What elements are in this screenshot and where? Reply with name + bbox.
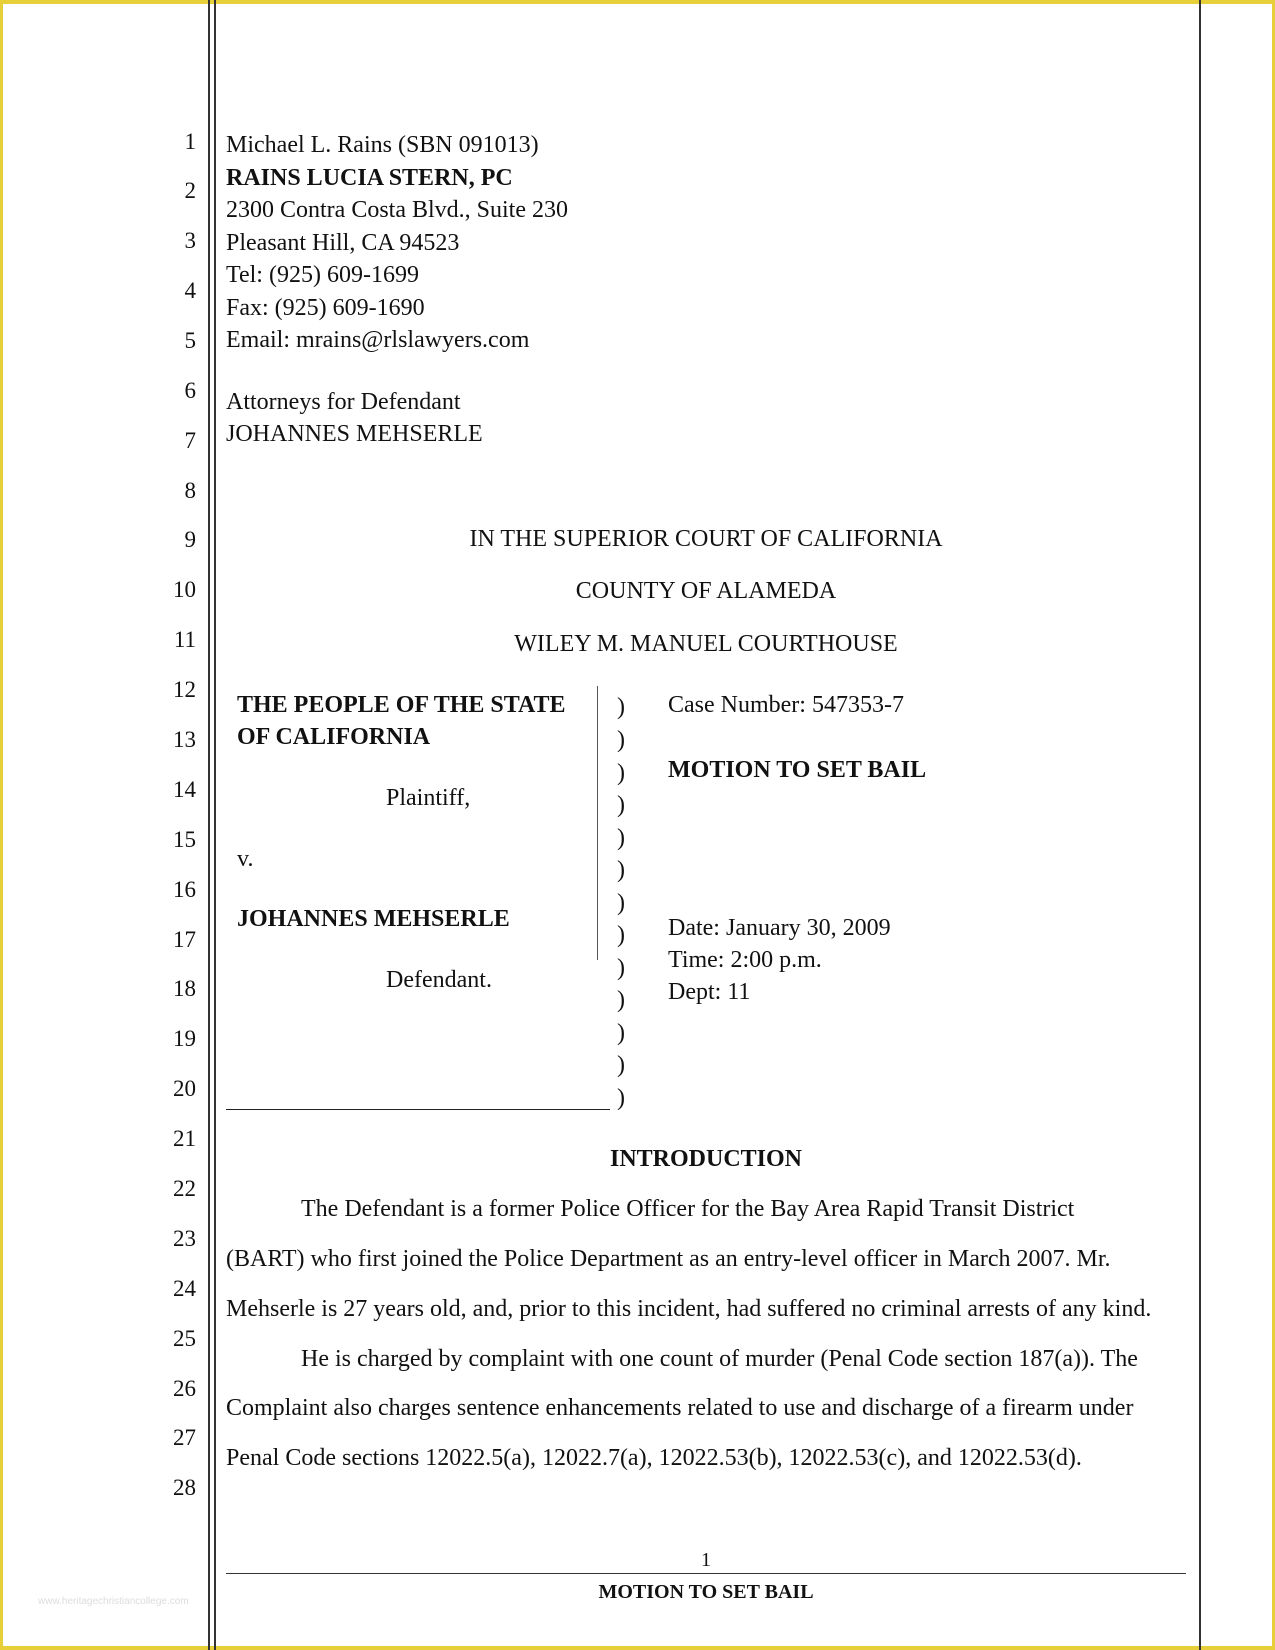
line-number: 25 <box>173 1326 196 1351</box>
document-title: MOTION TO SET BAIL <box>668 757 927 783</box>
section-heading: INTRODUCTION <box>609 1146 803 1172</box>
line-number: 2 <box>184 178 196 203</box>
line-number: 1 <box>184 129 196 154</box>
line-number: 24 <box>173 1276 196 1301</box>
line-number: 21 <box>173 1126 196 1151</box>
line-number: 26 <box>173 1376 196 1401</box>
caption-paren: ) <box>617 694 625 720</box>
courthouse-name: WILEY M. MANUEL COURTHOUSE <box>514 631 898 657</box>
line-number: 15 <box>173 827 196 852</box>
plaintiff-name-line-1: THE PEOPLE OF THE STATE <box>237 692 566 718</box>
line-number: 28 <box>173 1475 196 1500</box>
caption-paren: ) <box>617 1085 625 1111</box>
right-margin-rule <box>1199 0 1201 1650</box>
body-text-line: Mehserle is 27 years old, and, prior to this incident, had suffered no criminal arrests of any kind. <box>226 1296 1152 1322</box>
line-number: 17 <box>173 927 196 952</box>
telephone: Tel: (925) 609-1699 <box>226 262 419 288</box>
caption-paren: ) <box>617 857 625 883</box>
line-number: 13 <box>173 727 196 752</box>
footer-rule <box>226 1573 1186 1574</box>
caption-divider <box>597 686 598 960</box>
line-number: 4 <box>184 278 196 303</box>
hearing-dept: Dept: 11 <box>668 979 751 1005</box>
body-text-line: Complaint also charges sentence enhancements related to use and discharge of a firearm under <box>226 1395 1134 1421</box>
line-number: 7 <box>184 428 196 453</box>
defendant-label: Defendant. <box>386 967 492 993</box>
line-number: 9 <box>184 527 196 552</box>
page-border-top <box>0 0 1275 4</box>
left-margin-rule-inner <box>214 0 216 1650</box>
line-number: 20 <box>173 1076 196 1101</box>
address-line-1: 2300 Contra Costa Blvd., Suite 230 <box>226 197 568 223</box>
page-border-left <box>0 0 3 1650</box>
line-number: 11 <box>173 627 196 652</box>
page-number: 1 <box>701 1549 711 1571</box>
plaintiff-label: Plaintiff, <box>386 785 471 811</box>
line-number: 3 <box>184 228 196 253</box>
watermark: www.heritagechristiancollege.com <box>38 1596 189 1607</box>
email: Email: mrains@rlslawyers.com <box>226 327 530 353</box>
line-number: 16 <box>173 877 196 902</box>
firm-name: RAINS LUCIA STERN, PC <box>226 165 513 191</box>
caption-paren: ) <box>617 760 625 786</box>
line-number: 23 <box>173 1226 196 1251</box>
attorney-name: Michael L. Rains (SBN 091013) <box>226 132 539 158</box>
hearing-date: Date: January 30, 2009 <box>668 915 891 941</box>
caption-paren: ) <box>617 1052 625 1078</box>
line-number: 22 <box>173 1176 196 1201</box>
caption-paren: ) <box>617 890 625 916</box>
represented-party: JOHANNES MEHSERLE <box>226 421 483 447</box>
fax: Fax: (925) 609-1690 <box>226 295 425 321</box>
line-number: 18 <box>173 976 196 1001</box>
caption-paren: ) <box>617 727 625 753</box>
body-text-line: (BART) who first joined the Police Department as an entry-level officer in March 2007. Mr. <box>226 1246 1111 1272</box>
versus: v. <box>237 846 254 872</box>
line-number: 10 <box>173 577 196 602</box>
plaintiff-name-line-2: OF CALIFORNIA <box>237 724 431 750</box>
page-border-bottom <box>0 1646 1275 1650</box>
line-number: 5 <box>184 328 196 353</box>
court-name: IN THE SUPERIOR COURT OF CALIFORNIA <box>469 526 943 552</box>
line-number: 14 <box>173 777 196 802</box>
caption-paren: ) <box>617 922 625 948</box>
county-name: COUNTY OF ALAMEDA <box>575 578 837 604</box>
line-number: 6 <box>184 378 196 403</box>
caption-paren: ) <box>617 1020 625 1046</box>
hearing-time: Time: 2:00 p.m. <box>668 947 822 973</box>
line-number: 12 <box>173 677 196 702</box>
caption-paren: ) <box>617 987 625 1013</box>
address-line-2: Pleasant Hill, CA 94523 <box>226 230 460 256</box>
body-text-line: Penal Code sections 12022.5(a), 12022.7(a), 12022.53(b), 12022.53(c), and 12022.53(d). <box>226 1445 1082 1471</box>
case-number: Case Number: 547353-7 <box>668 692 904 718</box>
caption-paren: ) <box>617 825 625 851</box>
body-text-line: He is charged by complaint with one count of murder (Penal Code section 187(a)). The <box>301 1346 1138 1372</box>
line-number: 8 <box>184 478 196 503</box>
footer-title: MOTION TO SET BAIL <box>598 1581 814 1603</box>
defendant-name: JOHANNES MEHSERLE <box>237 906 510 932</box>
line-number: 19 <box>173 1026 196 1051</box>
body-text-line: The Defendant is a former Police Officer for the Bay Area Rapid Transit District <box>301 1196 1075 1222</box>
caption-paren: ) <box>617 955 625 981</box>
attorneys-for: Attorneys for Defendant <box>226 389 461 415</box>
caption-underline <box>226 1109 610 1110</box>
caption-paren: ) <box>617 792 625 818</box>
line-number: 27 <box>173 1425 196 1450</box>
left-margin-rule <box>208 0 210 1650</box>
